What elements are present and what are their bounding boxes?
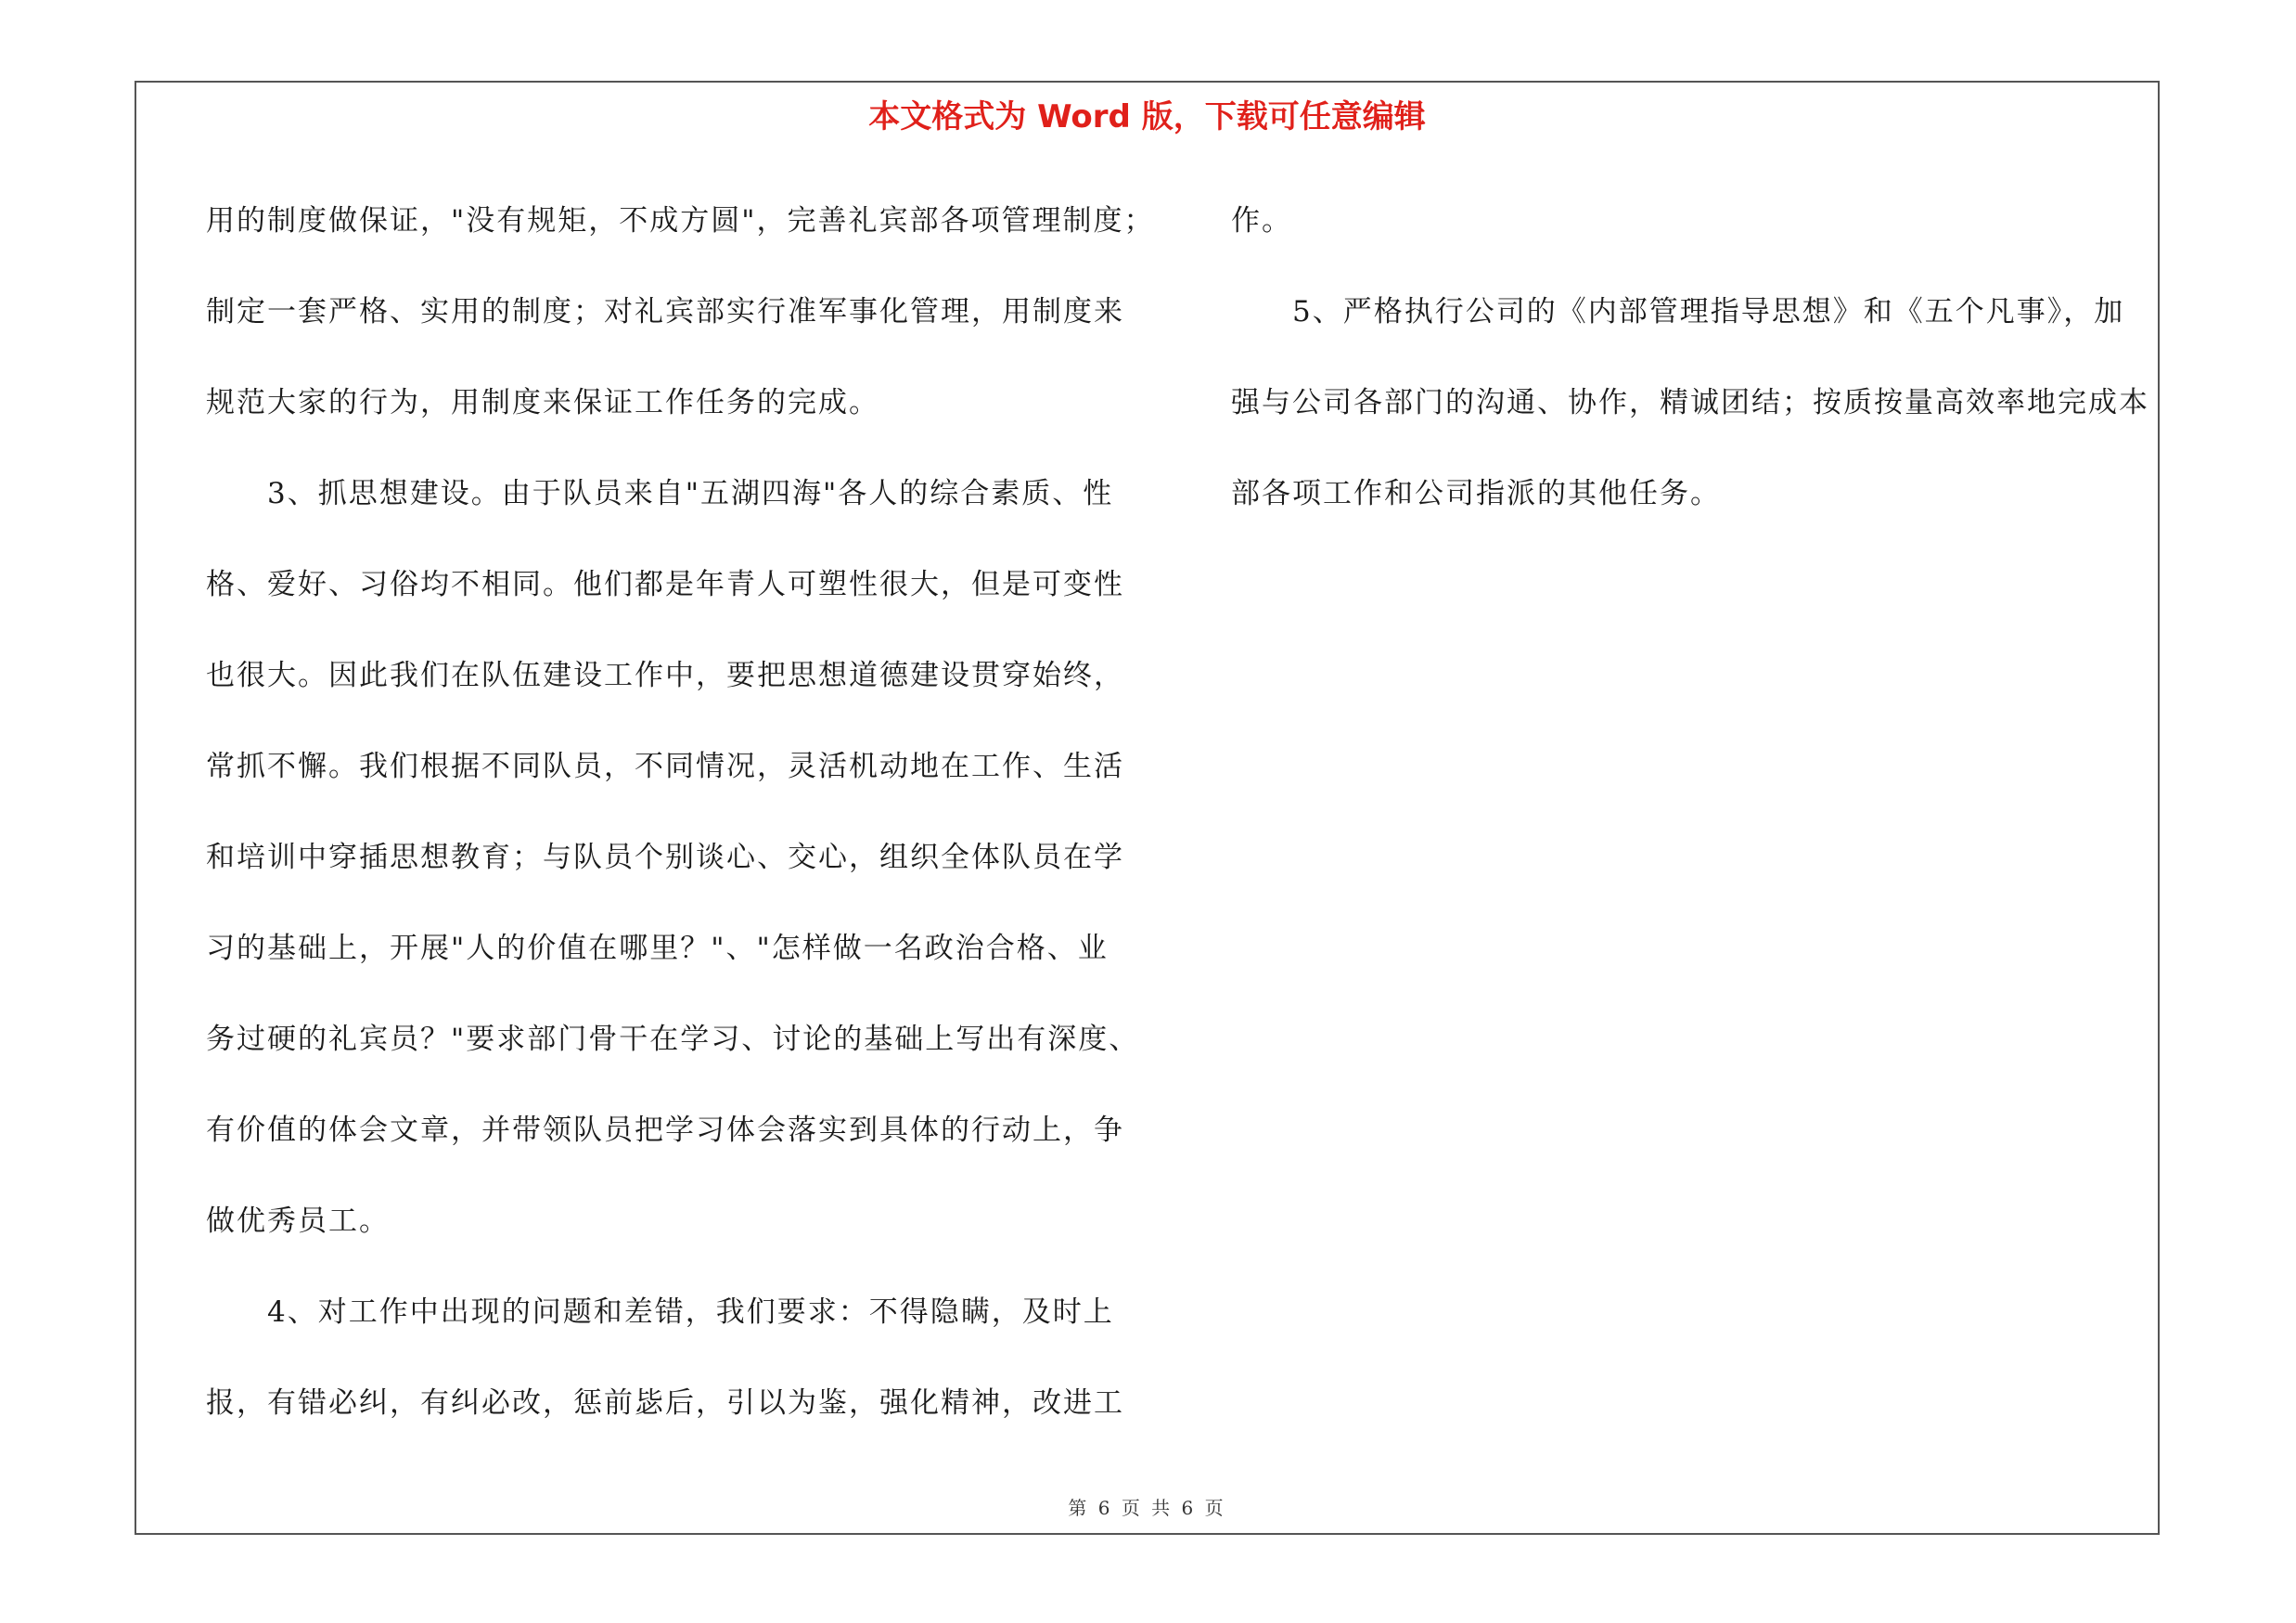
text-line: 4、对工作中出现的问题和差错，我们要求：不得隐瞒，及时上	[206, 1295, 1114, 1329]
text-line: 有价值的体会文章，并带领队员把学习体会落实到具体的行动上，争	[206, 1114, 1124, 1147]
text-line: 5、严格执行公司的《内部管理指导思想》和《五个凡事》，加	[1231, 295, 2125, 328]
text-line: 常抓不懈。我们根据不同队员，不同情况，灵活机动地在工作、生活	[206, 750, 1124, 783]
text-line: 务过硬的礼宾员？"要求部门骨干在学习、讨论的基础上写出有深度、	[206, 1023, 1140, 1056]
text-line: 习的基础上，开展"人的价值在哪里？"、"怎样做一名政治合格、业	[206, 932, 1109, 965]
text-line: 作。	[1231, 204, 1292, 238]
text-line: 强与公司各部门的沟通、协作，精诚团结；按质按量高效率地完成本	[1231, 386, 2149, 419]
text-line: 做优秀员工。	[206, 1204, 390, 1238]
text-line: 3、抓思想建设。由于队员来自"五湖四海"各人的综合素质、性	[206, 477, 1114, 510]
text-line: 也很大。因此我们在队伍建设工作中，要把思想道德建设贯穿始终，	[206, 659, 1124, 692]
page-frame	[135, 81, 2160, 1535]
text-line: 规范大家的行为，用制度来保证工作任务的完成。	[206, 386, 879, 419]
text-line: 和培训中穿插思想教育；与队员个别谈心、交心，组织全体队员在学	[206, 841, 1124, 874]
left-text-column	[206, 175, 1155, 1449]
right-text-column	[1231, 175, 2149, 539]
text-line: 部各项工作和公司指派的其他任务。	[1231, 477, 1721, 510]
page-number-footer: 第 6 页 共 6 页	[1068, 1497, 1226, 1519]
header-banner: 本文格式为 Word 版，下载可任意编辑	[868, 98, 1426, 135]
text-line: 报，有错必纠，有纠必改，惩前毖后，引以为鉴，强化精神，改进工	[206, 1386, 1124, 1420]
text-line: 制定一套严格、实用的制度；对礼宾部实行准军事化管理，用制度来	[206, 295, 1124, 328]
text-line: 用的制度做保证，"没有规矩，不成方圆"，完善礼宾部各项管理制度；	[206, 204, 1155, 238]
text-line: 格、爱好、习俗均不相同。他们都是年青人可塑性很大，但是可变性	[206, 568, 1124, 601]
